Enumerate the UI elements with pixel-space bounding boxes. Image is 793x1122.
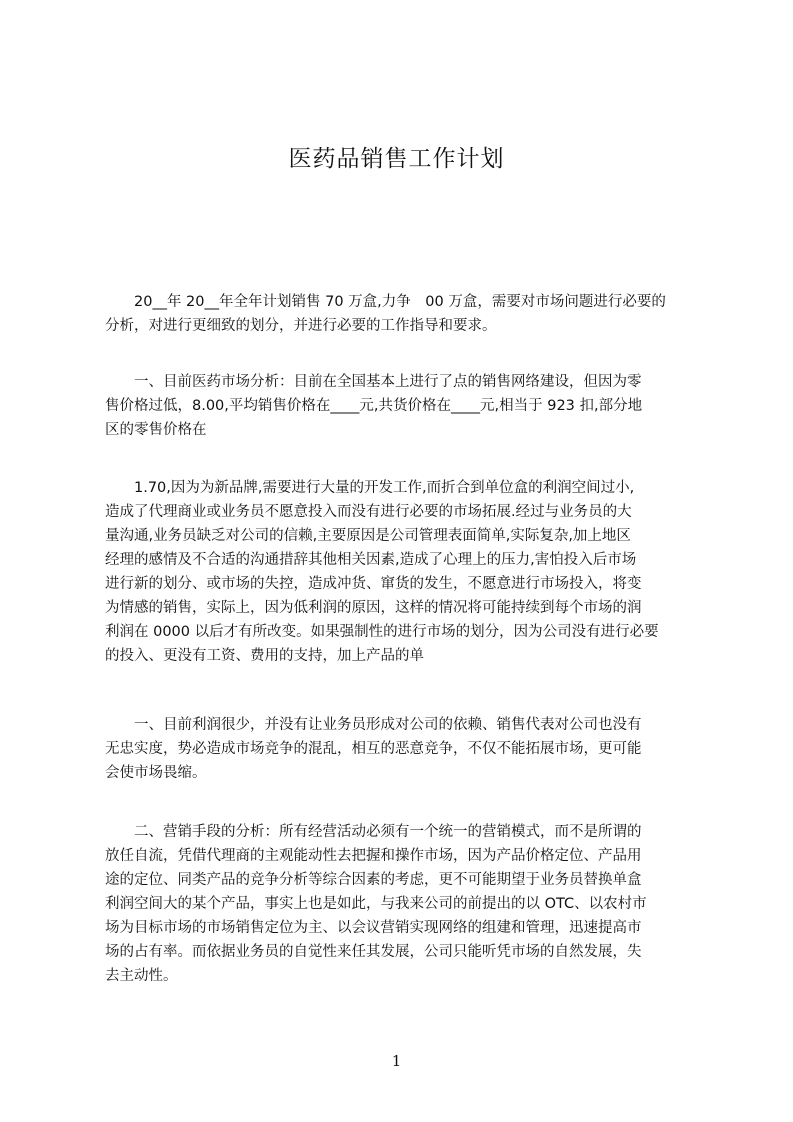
text-line: 途的定位、同类产品的竞争分析等综合因素的考虑，更不可能期望于业务员替换单盒 (105, 872, 642, 888)
text-line: 1.70,因为为新品牌,需要进行大量的开发工作,而折合到单位盒的利润空间过小, (105, 480, 635, 496)
paragraph-marketing-analysis (105, 820, 705, 988)
text-line: 会使市场畏缩。 (105, 765, 207, 781)
text-line: 一、目前利润很少，并没有让业务员形成对公司的依赖、销售代表对公司也没有 (105, 717, 642, 733)
text-line: 无忠实度，势必造成市场竞争的混乱，相互的恶意竞争，不仅不能拓展市场，更可能 (105, 741, 642, 757)
text-line: 进行新的划分、或市场的失控，造成冲货、窜货的发生，不愿意进行市场投入，将变 (105, 576, 642, 592)
document-title: 医药品销售工作计划 (288, 146, 505, 172)
text-line: 利润在 0000 以后才有所改变。如果强制性的进行市场的划分，因为公司没有进行必要 (105, 624, 659, 640)
text-line: 售价格过低，8.00,平均销售价格在____元,共货价格在____元,相当于 923 扣,部分地 (105, 398, 643, 414)
text-line: 的投入、更没有工资、费用的支持，加上产品的单 (105, 648, 424, 664)
text-line: 量沟通,业务员缺乏对公司的信赖,主要原因是公司管理表面简单,实际复杂,加上地区 (105, 528, 631, 544)
text-line: 区的零售价格在 (105, 422, 207, 438)
text-line: 二、营销手段的分析：所有经营活动必须有一个统一的营销模式，而不是所谓的 (105, 824, 642, 840)
paragraph-profit-issue (105, 713, 705, 785)
page-number: 1 (391, 1052, 402, 1070)
text-line: 利润空间大的某个产品，事实上也是如此，与我来公司的前提出的以 OTC、以农村市 (105, 896, 647, 912)
text-line: 场为目标市场的市场销售定位为主、以会议营销实现网络的组建和管理，迅速提高市 (105, 920, 642, 936)
paragraph-brand-development (105, 476, 705, 668)
paragraph-market-analysis (105, 370, 705, 442)
text-line: 一、目前医药市场分析：目前在全国基本上进行了点的销售网络建设，但因为零 (105, 374, 642, 390)
text-line: 经理的感情及不合适的沟通措辞其他相关因素,造成了心理上的压力,害怕投入后市场 (105, 552, 637, 568)
text-line: 放任自流，凭借代理商的主观能动性去把握和操作市场，因为产品价格定位、产品用 (105, 848, 642, 864)
text-line: 为情感的销售，实际上，因为低利润的原因，这样的情况将可能持续到每个市场的润 (105, 600, 642, 616)
text-line: 造成了代理商业或业务员不愿意投入而没有进行必要的市场拓展.经过与业务员的大 (105, 504, 632, 520)
text-line: 去主动性。 (105, 968, 178, 984)
text-line: 场的占有率。而依据业务员的自觉性来任其发展，公司只能听凭市场的自然发展，失 (105, 944, 642, 960)
text-line: 20__年 20__年全年计划销售 70 万盒,力争 00 万盒，需要对市场问题进行必要的 (105, 294, 666, 310)
text-line: 分析，对进行更细致的划分，并进行必要的工作指导和要求。 (105, 318, 497, 334)
paragraph-sales-target (105, 290, 705, 338)
